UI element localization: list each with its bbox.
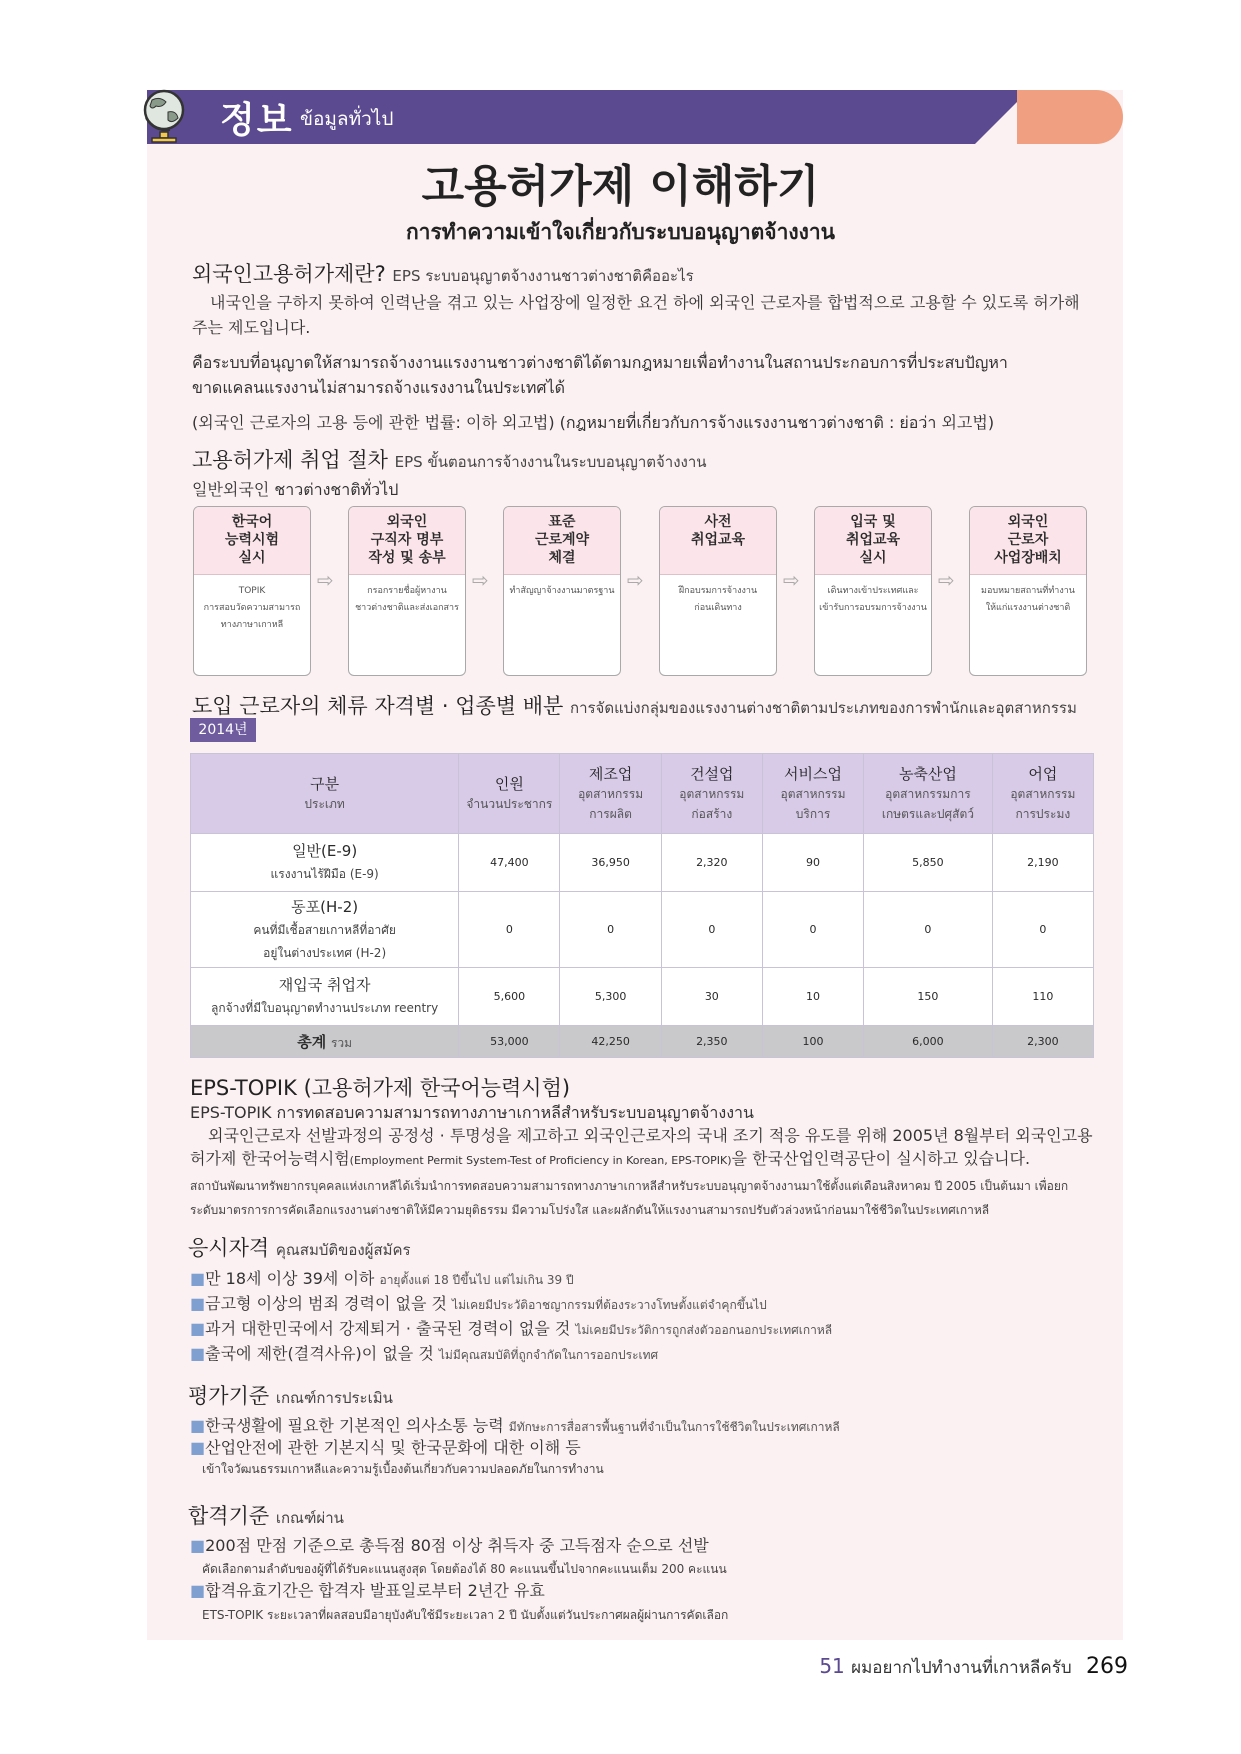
distribution-heading: 도입 근로자의 체류 자격별 · 업종별 배분 การจัดแบ่งกลุ่มของแรงงานต่างชาติตามประเภทของการพำนักและอุตสาหกรรม [192,694,1077,718]
header-title: 정보 [220,100,294,141]
chapter-number: 51 [819,1654,845,1678]
table-row: 동포(H-2) คนที่มีเชื้อสายเกาหลีที่อาศัย อยู่ในต่างประเทศ (H-2) 0 0 0 0 0 0 [191,892,1094,968]
column-header: 인원 จำนวนประชากร [459,754,560,834]
eps-topik-para-1: 외국인근로자 선발과정의 공정성 · 투명성을 제고하고 외국인근로자의 국내 조기 적응 유도를 위해 2005년 8월부터 외국인고용 [208,1126,1093,1145]
eps-definition-ko: 내국인을 구하지 못하여 인력난을 겪고 있는 사업장에 일정한 요건 하에 외국인 근로자를 합법적으로 고용할 수 있도록 허가해 주는 제도입니다. [192,293,1080,337]
law-note: (외국인 근로자의 고용 등에 관한 법률: 이하 외고법) (กฎหมายที่เกี่ยวกับการจ้างแรงงานชาวต่างชาติ : ย่อว่า 외고법) [192,413,995,432]
eligibility-item: ■출국에 제한(결격사유)이 없을 것 ไม่มีคุณสมบัติที่ถูกจำกัดในการออกประเทศ [190,1344,659,1363]
page-title: 고용허가제 이해하기 [421,161,820,212]
step-card: 표준 근로계약 체결 ทำสัญญาจ้างงานมาตรฐาน [503,506,621,676]
eps-topik-sub: EPS-TOPIK การทดสอบความสามารถทางภาษาเกาหลีสำหรับระบบอนุญาตจ้างงาน [190,1103,754,1122]
page-subtitle: การทำความเข้าใจเกี่ยวกับระบบอนุญาตจ้างงาน [405,220,836,244]
table-row: 재입국 취업자 ลูกจ้างที่มีใบอนุญาตทำงานประเภท reentry 5,600 5,300 30 10 150 110 [191,968,1094,1026]
arrow-right-icon: ⇨ [783,568,800,592]
evaluation-item: ■한국생활에 필요한 기본적인 의사소통 능력 มีทักษะการสื่อสารพื้นฐานที่จำเป็นในการใช้ชีวิตในประเทศเกาหลี [190,1416,840,1435]
column-header: 구분 ประเภท [191,754,459,834]
header-subtitle: ข้อมูลทั่วไป [300,108,394,130]
table-row: 일반(E-9) แรงงานไร้ฝีมือ (E-9) 47,400 36,950 2,320 90 5,850 2,190 [191,834,1094,892]
eps-definition-heading: 외국인고용허가제란? EPS ระบบอนุญาตจ้างงานชาวต่างชาติคืออะไร [192,262,694,286]
evaluation-item-th: เข้าใจวัฒนธรรมเกาหลีและความรู้เบื้องต้นเกี่ยวกับความปลอดภัยในการทำงาน [202,1462,604,1476]
pass-item: ■200점 만점 기준으로 총득점 80점 이상 취득자 중 고득점자 순으로 선발 [190,1536,709,1555]
pass-criteria-heading: 합격기준 เกณฑ์ผ่าน [188,1504,344,1528]
procedure-steps [193,506,1093,676]
procedure-group: 일반외국인 ชาวต่างชาติทั่วไป [192,480,399,499]
globe-icon [140,88,188,144]
step-card: 한국어 능력시험 실시 TOPIK การสอบวัดความสามารถ ทางภาษาเกาหลี [193,506,311,676]
eps-topik-para-th: สถาบันพัฒนาทรัพยากรบุคคลแห่งเกาหลีได้เริ่มนำการทดสอบความสามารถทางภาษาเกาหลีสำหรับระบบอนุญาตจ้างงานมาใช้ตั้งแต่เดือนสิงหาคม ปี 2005 เป็นต้นมา เพื่อยกระดับมาตรการการคัดเลือกแรงงานต่างชาติให้มีความยุติธรรม มีความโปร่งใส และผลักดันให้แรงงานสามารถปรับตัวล่วงหน้าก่อนมาใช้ชีวิตในประเทศเกาหลี [190,1179,1069,1217]
eps-topik-heading: EPS-TOPIK (고용허가제 한국어능력시험) [190,1076,571,1100]
pass-item: ■합격유효기간은 합격자 발표일로부터 2년간 유효 [190,1581,545,1600]
eligibility-item: ■만 18세 이상 39세 이하 อายุตั้งแต่ 18 ปีขึ้นไป แต่ไม่เกิน 39 ปี [190,1269,574,1288]
eps-definition-th: คือระบบที่อนุญาตให้สามารถจ้างงานแรงงานชาวต่างชาติได้ตามกฎหมายเพื่อทำงานในสถานประกอบการที่ประสบปัญหาขาดแคลนแรงงานไม่สามารถจ้างแรงงานในประเทศได้ [192,353,1008,397]
page-footer [819,1654,1128,1681]
procedure-heading: 고용허가제 취업 절차 EPS ขั้นตอนการจ้างงานในระบบอนุญาตจ้างงาน [192,448,707,472]
table-header-row [191,754,1094,834]
arrow-right-icon: ⇨ [317,568,334,592]
column-header: 건설업 อุตสาหกรรม ก่อสร้าง [661,754,762,834]
pass-item-th: ETS-TOPIK ระยะเวลาที่ผลสอบมีอายุบังคับใช้มีระยะเวลา 2 ปี นับตั้งแต่วันประกาศผลผู้ผ่านการคัดเลือก [202,1608,729,1622]
page-number: 269 [1086,1654,1128,1679]
column-header: 서비스업 อุตสาหกรรม บริการ [762,754,863,834]
step-card: 외국인 근로자 사업장배치 มอบหมายสถานที่ทำงาน ให้แก่แรงงานต่างชาติ [969,506,1087,676]
step-card: 외국인 구직자 명부 작성 및 송부 กรอกรายชื่อผู้หางาน ชาวต่างชาติและส่งเอกสาร [348,506,466,676]
table-total-row: 총계 รวม 53,000 42,250 2,350 100 6,000 2,300 [191,1026,1094,1058]
eligibility-item: ■금고형 이상의 범죄 경력이 없을 것 ไม่เคยมีประวัติอาชญากรรมที่ต้องระวางโทษตั้งแต่จำคุกขึ้นไป [190,1294,767,1313]
arrow-right-icon: ⇨ [938,568,955,592]
evaluation-item: ■산업안전에 관한 기본지식 및 한국문화에 대한 이해 등 [190,1438,581,1457]
arrow-right-icon: ⇨ [472,568,489,592]
year-badge: 2014년 [190,718,256,742]
column-header: 제조업 อุตสาหกรรม การผลิต [560,754,661,834]
chapter-title: ผมอยากไปทำงานที่เกาหลีครับ [851,1658,1072,1678]
distribution-table [190,753,1094,1058]
step-card: 입국 및 취업교육 실시 เดินทางเข้าประเทศและ เข้ารับการอบรมการจ้างงาน [814,506,932,676]
step-card: 사전 취업교육 ฝึกอบรมการจ้างงาน ก่อนเดินทาง [659,506,777,676]
eps-topik-para-2: 허가제 한국어능력시험(Employment Permit System-Test of Proficiency in Korean, EPS-TOPIK)을 한국산업인력공단이 실시하고 있습니다. [190,1149,1031,1168]
eligibility-item: ■과거 대한민국에서 강제퇴거 · 출국된 경력이 없을 것 ไม่เคยมีประวัติการถูกส่งตัวออกนอกประเทศเกาหลี [190,1319,833,1338]
pass-item-th: คัดเลือกตามลำดับของผู้ที่ได้รับคะแนนสูงสุด โดยต้องได้ 80 คะแนนขึ้นไปจากคะแนนเต็ม 200 คะแนน [202,1562,727,1576]
column-header: 농축산업 อุตสาหกรรมการ เกษตรและปศุสัตว์ [864,754,993,834]
column-header: 어업 อุตสาหกรรม การประมง [992,754,1093,834]
evaluation-heading: 평가기준 เกณฑ์การประเมิน [188,1384,393,1408]
arrow-right-icon: ⇨ [627,568,644,592]
eligibility-heading: 응시자격 คุณสมบัติของผู้สมัคร [188,1236,411,1260]
